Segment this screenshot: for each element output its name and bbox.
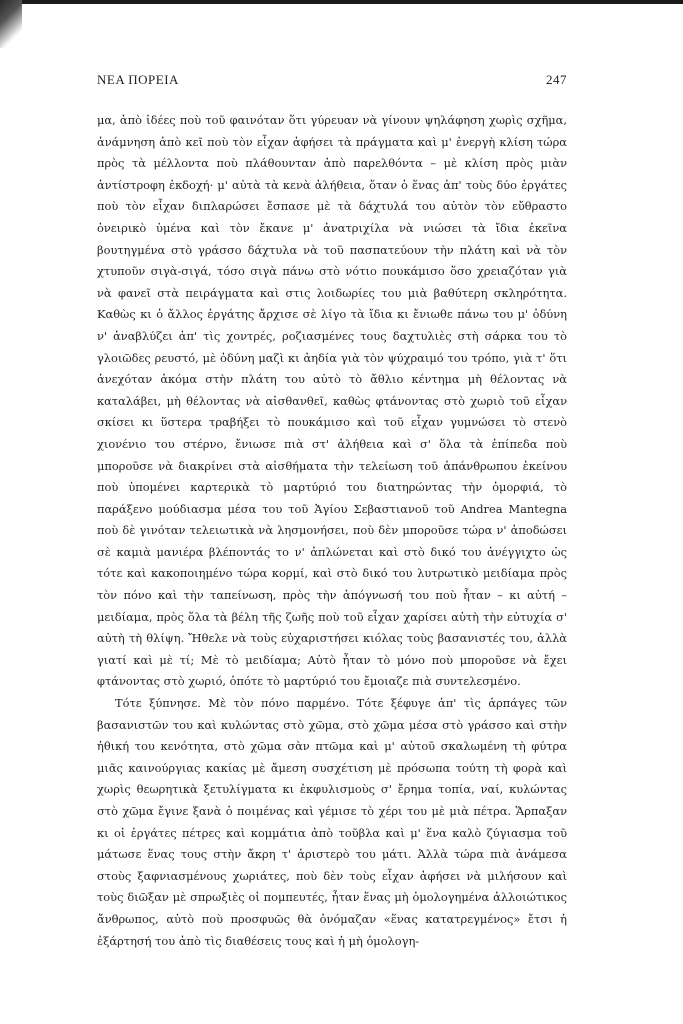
page-header — [97, 72, 567, 88]
running-head: ΝΕΑ ΠΟΡΕΙΑ — [97, 72, 179, 87]
paragraph-1: μα, ἀπὸ ἰδέες ποὺ τοῦ φαινόταν ὅτι γύρευαν νὰ γίνουν ψηλάφηση χωρὶς σχῆμα, ἀνάμνηση ἀπὸ κεῖ ποὺ τὸν εἶχαν ἀφήσει τὰ πράγματα καὶ μ' ἐνεργὴ κλίση τώρα πρὸς τὰ μέλλοντα ποὺ πλάθουνταν ἀπὸ παρελθόντα – μὲ κλίση πρὸς μιὰν ἀντίστροφη ἐκδοχή· μ' αὐτὰ τὰ κενὰ ἀλήθεια, ὅταν ὁ ἕνας ἀπ' τοὺς δύο ἐργάτες ποὺ τὸν εἶχαν διπλαρώσει ἔσπασε μὲ τὰ δάχτυλά του αὐτὸν τὸν εὔθραστο ὀνειρικὸ ὑμένα καὶ τὸν ἔκανε μ' ἀνατριχίλα νὰ νιώσει τὰ ἴδια ἐκεῖνα βουτηγμένα στὸ γράσσο δάχτυλα νὰ τοῦ πασπατεύουν τὴν πλάτη καὶ νὰ τὸν χτυποῦν σιγὰ-σιγά, τόσο σιγὰ πάνω στὸ νότιο πουκάμισο ὅσο χρειαζόταν γιὰ νὰ φανεῖ στὰ πειράγματα καὶ στις λοιδωρίες του μιὰ βαθύτερη σκληρότητα. Καθὼς κι ὁ ἄλλος ἐργάτης ἄρχισε σὲ λίγο τὰ ἴδια κι ἔνιωθε πάνω του μ' ὀδύνη ν' ἀναβλύζει ἀπ' τὶς χοντρές, ροζιασμένες τους δαχτυλιὲς στὴ σάρκα του τὸ γλοιῶδες ρευστό, μὲ ὀδύνη μαζὶ κι ἀηδία γιὰ τὸν ψύχραιμό του τρόπο, γιὰ τ' ὅτι ἀνεχόταν ἀκόμα στὴν πλάτη του αὐτὸ τὸ ἄθλιο κέντημα μὴ θέλοντας νὰ καταλάβει, μὴ θέλοντας νὰ αἰσθανθεῖ, καθὼς φτάνοντας στὸ χωριὸ τοῦ εἶχαν σκίσει κι ὕστερα τραβήξει τὸ πουκάμισο καὶ τοῦ εἶχαν γυμνώσει τὸ στενὸ χιονένιο του στέρνο, ἔνιωσε πιὰ στ' ἀλήθεια καὶ σ' ὅλα τὰ ἐπίπεδα ποὺ μποροῦσε νὰ διακρίνει στὰ αἰσθήματα τὴν τελείωση τοῦ ἀπάνθρωπου ἐκείνου ποὺ ὑπομένει καρτερικὰ τὸ μαρτύριό του διατηρώντας τὴν ὀμορφιά, τὸ παράξενο μούδιασμα μέσα του τοῦ Ἁγίου Σεβαστιανοῦ τοῦ Andrea Mantegna ποὺ δὲ γινόταν τελειωτικὰ νὰ λησμονήσει, ποὺ δὲν μποροῦσε τώρα ν' ἀποδώσει σὲ καμιὰ μανιέρα βλέποντάς το ν' ἀπλώνεται καὶ στὸ δικό του ἀνέγγιχτο ὡς τότε καὶ κακοποιημένο τώρα κορμί, καὶ στὸ δικό του λυτρωτικὸ μειδίαμα πρὸς τὸν πόνο καὶ τὴν ταπείνωση, πρὸς τὴν ἀπόγνωσή του ποὺ ἦταν – κι αὐτή – μειδίαμα, πρὸς ὅλα τὰ βέλη τῆς ζωῆς ποὺ τοῦ εἶχαν χαρίσει αὐτὴ τὴν εὐτυχία σ' αὐτὴ τὴ θλίψη. Ἤθελε νὰ τοὺς εὐχαριστήσει κιόλας τοὺς βασανιστές του, ἀλλὰ γιατί καὶ μὲ τί; Μὲ τὸ μειδίαμα; Αὐτὸ ἦταν τὸ μόνο ποὺ μποροῦσε νὰ ἔχει φτάνοντας στὸ χωριό, ὁπότε τὸ μαρτύριό του ἔμοιαζε πιὰ συντελεσμένο. — [97, 113, 567, 689]
paragraph-2: Τότε ξύπνησε. Μὲ τὸν πόνο παρμένο. Τότε ξέφυγε ἀπ' τὶς ἁρπάγες τῶν βασανιστῶν του καὶ κυλώντας στὸ χῶμα, στὸ χῶμα μέσα στὸ γράσσο καὶ στὴν ἠθική του κενότητα, στὸ χῶμα σὰν πτῶμα καὶ μ' αὐτοῦ σκαλωμένη τὴ φύτρα μιᾶς καινούργιας κακίας μὲ ἄμεση συσχέτιση μὲ πρόσωπα τούτη τὴ φορὰ καὶ χωρὶς θεωρητικὰ ξετυλίγματα κι ἐκφυλισμοὺς σ' ἔρημα τοπία, ναί, κυλώντας στὸ χῶμα ἔγινε ξανὰ ὁ ποιμένας καὶ γέμισε τὸ χέρι του μὲ μιὰ πέτρα. Ἅρπαξαν κι οἱ ἐργάτες πέτρες καὶ κομμάτια ἀπὸ τοῦβλα καὶ μ' ἕνα καλὸ ζύγιασμα τοῦ μάτωσε ἕνας τους στὴν ἄκρη τ' ἀριστερὸ του μάτι. Ἀλλὰ τώρα πιὰ ἀνάμεσα στοὺς ξαφνιασμένους χωριάτες, ποὺ δὲν τοὺς εἶχαν ἀφήσει νὰ μιλήσουν καὶ τοὺς διῶξαν μὲ σπρωξιὲς οἱ πομπευτές, ἦταν ἕνας μὴ ὁμολογημένα ἀλλοιώτικος ἄνθρωπος, αὐτὸ ποὺ προσφυῶς θὰ ὀνόμαζαν «ἕνας κατατρεγμένος» ἔτσι ἡ ἐξάρτησή του ἀπὸ τὶς διαθέσεις τους καὶ ἡ μὴ ὁμολογη- — [97, 696, 567, 948]
page-top-edge — [0, 0, 683, 4]
page-number: 247 — [546, 72, 567, 87]
page-corner-shadow — [0, 0, 22, 48]
body-text — [97, 110, 567, 952]
